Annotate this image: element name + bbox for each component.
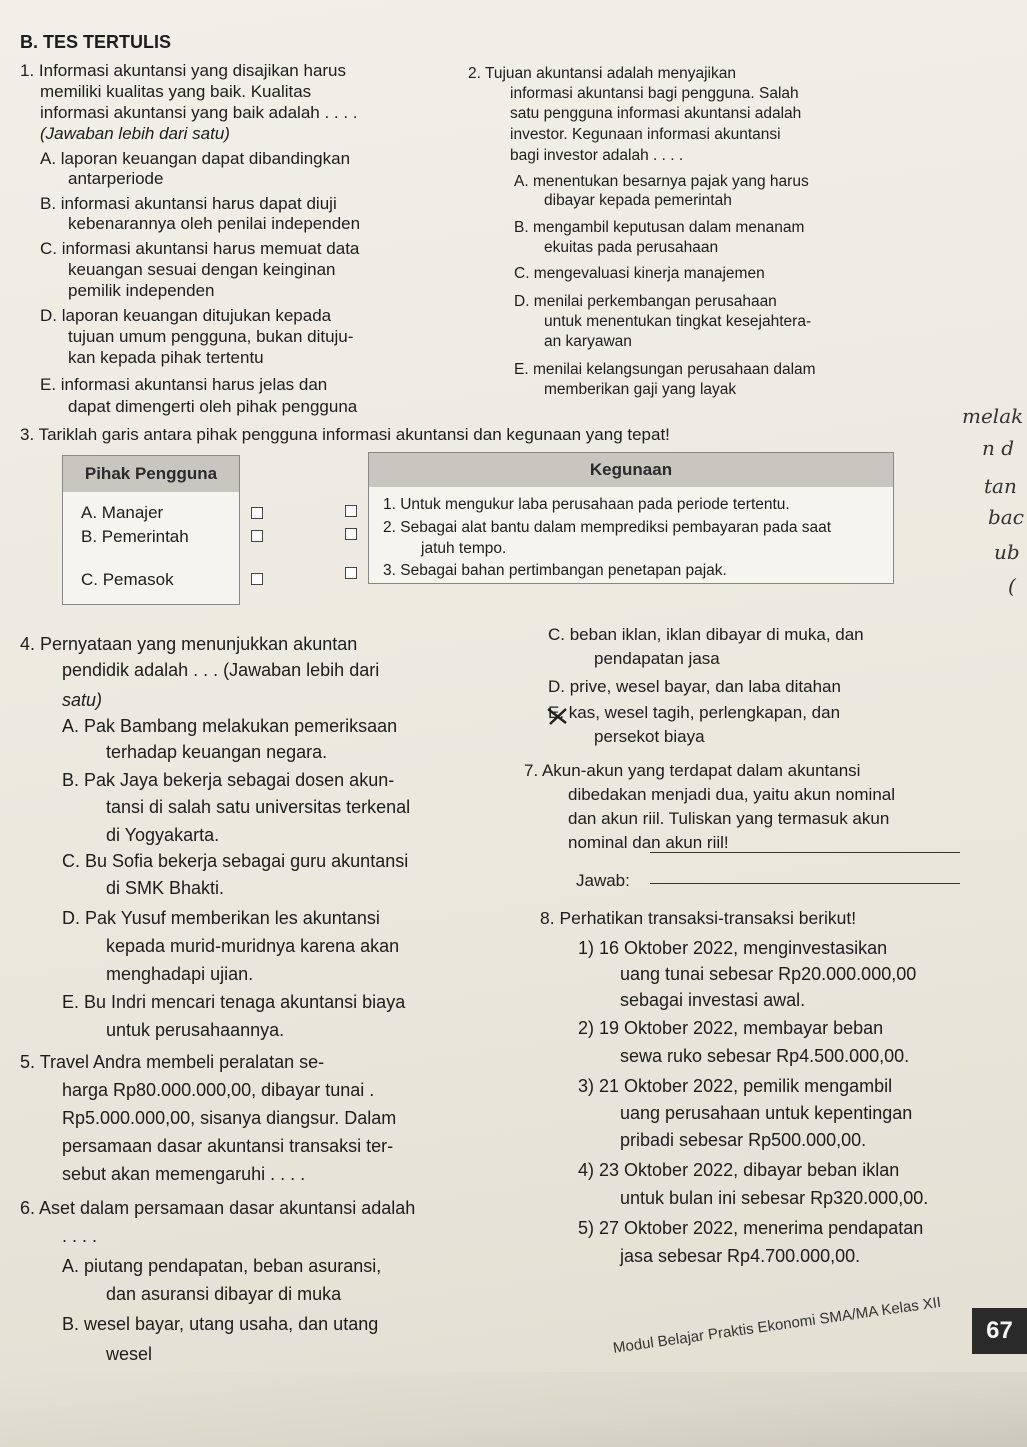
q1-line: memiliki kualitas yang baik. Kualitas bbox=[40, 82, 312, 101]
pihak-pengguna-header: Pihak Pengguna bbox=[63, 456, 239, 492]
q4-option-c: C. Bu Sofia bekerja sebagai guru akuntansi bbox=[62, 851, 409, 871]
q2-option-d-cont: an karyawan bbox=[544, 333, 632, 350]
q6-line: . . . . bbox=[62, 1226, 98, 1246]
q6-option-b-cont: wesel bbox=[106, 1344, 153, 1364]
q2-option-b: B. mengambil keputusan dalam menanam bbox=[514, 219, 805, 236]
kegunaan-table bbox=[368, 452, 894, 584]
q5-line: harga Rp80.000.000,00, dibayar tunai . bbox=[62, 1080, 375, 1100]
kegunaan-header: Kegunaan bbox=[369, 453, 893, 487]
q2-option-d: D. menilai perkembangan perusahaan bbox=[514, 293, 777, 310]
q8-item-1: 1) 16 Oktober 2022, menginvestasikan bbox=[578, 938, 888, 958]
q7-line: dan akun riil. Tuliskan yang termasuk akun bbox=[568, 809, 890, 828]
page-shadow bbox=[0, 1372, 1027, 1447]
q1-line: informasi akuntansi yang baik adalah . . . . bbox=[40, 103, 358, 122]
pihak-pengguna-table bbox=[62, 455, 240, 605]
q4-option-e-cont: untuk perusahaannya. bbox=[106, 1020, 285, 1040]
match-box-b[interactable] bbox=[251, 530, 263, 542]
q4-line: pendidik adalah . . . (Jawaban lebih dari bbox=[62, 660, 380, 680]
margin-note: tan bbox=[984, 474, 1017, 498]
q1-option-c: C. informasi akuntansi harus memuat data bbox=[40, 239, 360, 258]
q8-item-1-cont: sebagai investasi awal. bbox=[620, 990, 806, 1010]
match-box-3[interactable] bbox=[345, 567, 357, 579]
match-box-2[interactable] bbox=[345, 528, 357, 540]
q1-option-c-cont: pemilik independen bbox=[68, 281, 215, 300]
q7-line: nominal dan akun riil! bbox=[568, 833, 729, 852]
margin-note: ub bbox=[994, 540, 1020, 564]
match-box-c[interactable] bbox=[251, 573, 263, 585]
q5-line: sebut akan memengaruhi . . . . bbox=[62, 1164, 306, 1184]
footer-text: Modul Belajar Praktis Ekonomi SMA/MA Kelas XII bbox=[612, 1293, 943, 1357]
q8-item-1-cont: uang tunai sebesar Rp20.000.000,00 bbox=[620, 964, 917, 984]
q8-item-2: 2) 19 Oktober 2022, membayar beban bbox=[578, 1018, 884, 1038]
q1-option-e: E. informasi akuntansi harus jelas dan bbox=[40, 375, 328, 394]
kegunaan-1: 1. Untuk mengukur laba perusahaan pada periode tertentu. bbox=[383, 496, 790, 513]
pihak-pemasok: C. Pemasok bbox=[81, 570, 174, 589]
margin-note: n d bbox=[982, 436, 1015, 460]
q2-line: satu pengguna informasi akuntansi adalah bbox=[510, 105, 802, 122]
q2-line: investor. Kegunaan informasi akuntansi bbox=[510, 126, 781, 143]
q8-item-5-cont: jasa sebesar Rp4.700.000,00. bbox=[620, 1246, 861, 1266]
q1-option-d-cont: tujuan umum pengguna, bukan dituju- bbox=[68, 327, 354, 346]
q5-line: Rp5.000.000,00, sisanya diangsur. Dalam bbox=[62, 1108, 397, 1128]
q6-option-a-cont: dan asuransi dibayar di muka bbox=[106, 1284, 342, 1304]
margin-note: ( bbox=[1008, 574, 1016, 598]
q2-option-e-cont: memberikan gaji yang layak bbox=[544, 381, 737, 398]
page-number: 67 bbox=[972, 1308, 1027, 1354]
q1-option-a-cont: antarperiode bbox=[68, 169, 164, 188]
q6-option-a: A. piutang pendapatan, beban asuransi, bbox=[62, 1256, 382, 1276]
q2-option-d-cont: untuk menentukan tingkat kesejahtera- bbox=[544, 313, 812, 330]
q6-option-c-cont: pendapatan jasa bbox=[594, 649, 720, 668]
match-box-1[interactable] bbox=[345, 505, 357, 517]
q5-line: persamaan dasar akuntansi transaksi ter- bbox=[62, 1136, 394, 1156]
q8-item-3: 3) 21 Oktober 2022, pemilik mengambil bbox=[578, 1076, 893, 1096]
q8-intro: 8. Perhatikan transaksi-transaksi berikut! bbox=[540, 908, 857, 928]
answer-line[interactable] bbox=[650, 883, 960, 884]
q6-option-b: B. wesel bayar, utang usaha, dan utang bbox=[62, 1314, 379, 1334]
q1-option-d: D. laporan keuangan ditujukan kepada bbox=[40, 306, 332, 325]
q4-option-d-cont: menghadapi ujian. bbox=[106, 964, 254, 984]
match-box-a[interactable] bbox=[251, 507, 263, 519]
q1-line: 1. Informasi akuntansi yang disajikan harus bbox=[20, 61, 347, 80]
q6-option-d: D. prive, wesel bayar, dan laba ditahan bbox=[548, 677, 841, 696]
q2-option-a-cont: dibayar kepada pemerintah bbox=[544, 192, 732, 209]
q3-instruction: 3. Tariklah garis antara pihak pengguna informasi akuntansi dan kegunaan yang tepat! bbox=[20, 425, 670, 444]
q6-option-e-cont: persekot biaya bbox=[594, 727, 705, 746]
q1-option-d-cont: kan kepada pihak tertentu bbox=[68, 348, 264, 367]
q8-item-3-cont: uang perusahaan untuk kepentingan bbox=[620, 1103, 913, 1123]
kegunaan-2: 2. Sebagai alat bantu dalam memprediksi pembayaran pada saat bbox=[383, 519, 832, 536]
q1-option-c-cont: keuangan sesuai dengan keinginan bbox=[68, 260, 336, 279]
answer-line[interactable] bbox=[650, 852, 960, 853]
q2-option-c: C. mengevaluasi kinerja manajemen bbox=[514, 265, 765, 282]
q6-option-e: E. kas, wesel tagih, perlengkapan, dan bbox=[548, 703, 841, 722]
q2-option-a: A. menentukan besarnya pajak yang harus bbox=[514, 173, 809, 190]
q2-line: bagi investor adalah . . . . bbox=[510, 147, 684, 164]
q4-option-e: E. Bu Indri mencari tenaga akuntansi biaya bbox=[62, 992, 406, 1012]
q2-option-b-cont: ekuitas pada perusahaan bbox=[544, 239, 719, 256]
q4-option-a: A. Pak Bambang melakukan pemeriksaan bbox=[62, 716, 398, 736]
q4-option-d-cont: kepada murid-muridnya karena akan bbox=[106, 936, 400, 956]
q4-option-c-cont: di SMK Bhakti. bbox=[106, 878, 225, 898]
q4-line: satu) bbox=[62, 690, 103, 710]
q8-item-3-cont: pribadi sebesar Rp500.000,00. bbox=[620, 1130, 867, 1150]
q7-line: 7. Akun-akun yang terdapat dalam akuntansi bbox=[524, 761, 861, 780]
q8-item-2-cont: sewa ruko sebesar Rp4.500.000,00. bbox=[620, 1046, 910, 1066]
q4-option-b-cont: tansi di salah satu universitas terkenal bbox=[106, 797, 411, 817]
q4-option-b: B. Pak Jaya bekerja sebagai dosen akun- bbox=[62, 770, 395, 790]
q4-option-b-cont: di Yogyakarta. bbox=[106, 825, 220, 845]
margin-note: melak bbox=[962, 404, 1024, 428]
q1-option-e-cont: dapat dimengerti oleh pihak pengguna bbox=[68, 397, 358, 416]
q4-line: 4. Pernyataan yang menunjukkan akuntan bbox=[20, 634, 358, 654]
q8-item-4: 4) 23 Oktober 2022, dibayar beban iklan bbox=[578, 1160, 900, 1180]
pihak-manajer: A. Manajer bbox=[81, 503, 164, 522]
q2-option-e: E. menilai kelangsungan perusahaan dalam bbox=[514, 361, 816, 378]
section-title: B. TES TERTULIS bbox=[20, 32, 172, 52]
q1-line: (Jawaban lebih dari satu) bbox=[40, 124, 230, 143]
q6-line: 6. Aset dalam persamaan dasar akuntansi adalah bbox=[20, 1198, 416, 1218]
kegunaan-3: 3. Sebagai bahan pertimbangan penetapan pajak. bbox=[383, 562, 727, 579]
margin-note: bac bbox=[988, 505, 1024, 529]
pihak-pemerintah: B. Pemerintah bbox=[81, 527, 189, 546]
q2-line: informasi akuntansi bagi pengguna. Salah bbox=[510, 85, 799, 102]
q2-line: 2. Tujuan akuntansi adalah menyajikan bbox=[468, 65, 736, 82]
q1-option-a: A. laporan keuangan dapat dibandingkan bbox=[40, 149, 351, 168]
q7-answer-label: Jawab: bbox=[576, 871, 630, 890]
q8-item-5: 5) 27 Oktober 2022, menerima pendapatan bbox=[578, 1218, 924, 1238]
kegunaan-2-cont: jatuh tempo. bbox=[421, 540, 507, 557]
q6-option-c: C. beban iklan, iklan dibayar di muka, dan bbox=[548, 625, 864, 644]
q1-option-b-cont: kebenarannya oleh penilai independen bbox=[68, 214, 361, 233]
q8-item-4-cont: untuk bulan ini sebesar Rp320.000,00. bbox=[620, 1188, 929, 1208]
q5-line: 5. Travel Andra membeli peralatan se- bbox=[20, 1052, 325, 1072]
q1-option-b: B. informasi akuntansi harus dapat diuji bbox=[40, 194, 337, 213]
q7-line: dibedakan menjadi dua, yaitu akun nominal bbox=[568, 785, 896, 804]
q4-option-d: D. Pak Yusuf memberikan les akuntansi bbox=[62, 908, 380, 928]
q4-option-a-cont: terhadap keuangan negara. bbox=[106, 742, 328, 762]
